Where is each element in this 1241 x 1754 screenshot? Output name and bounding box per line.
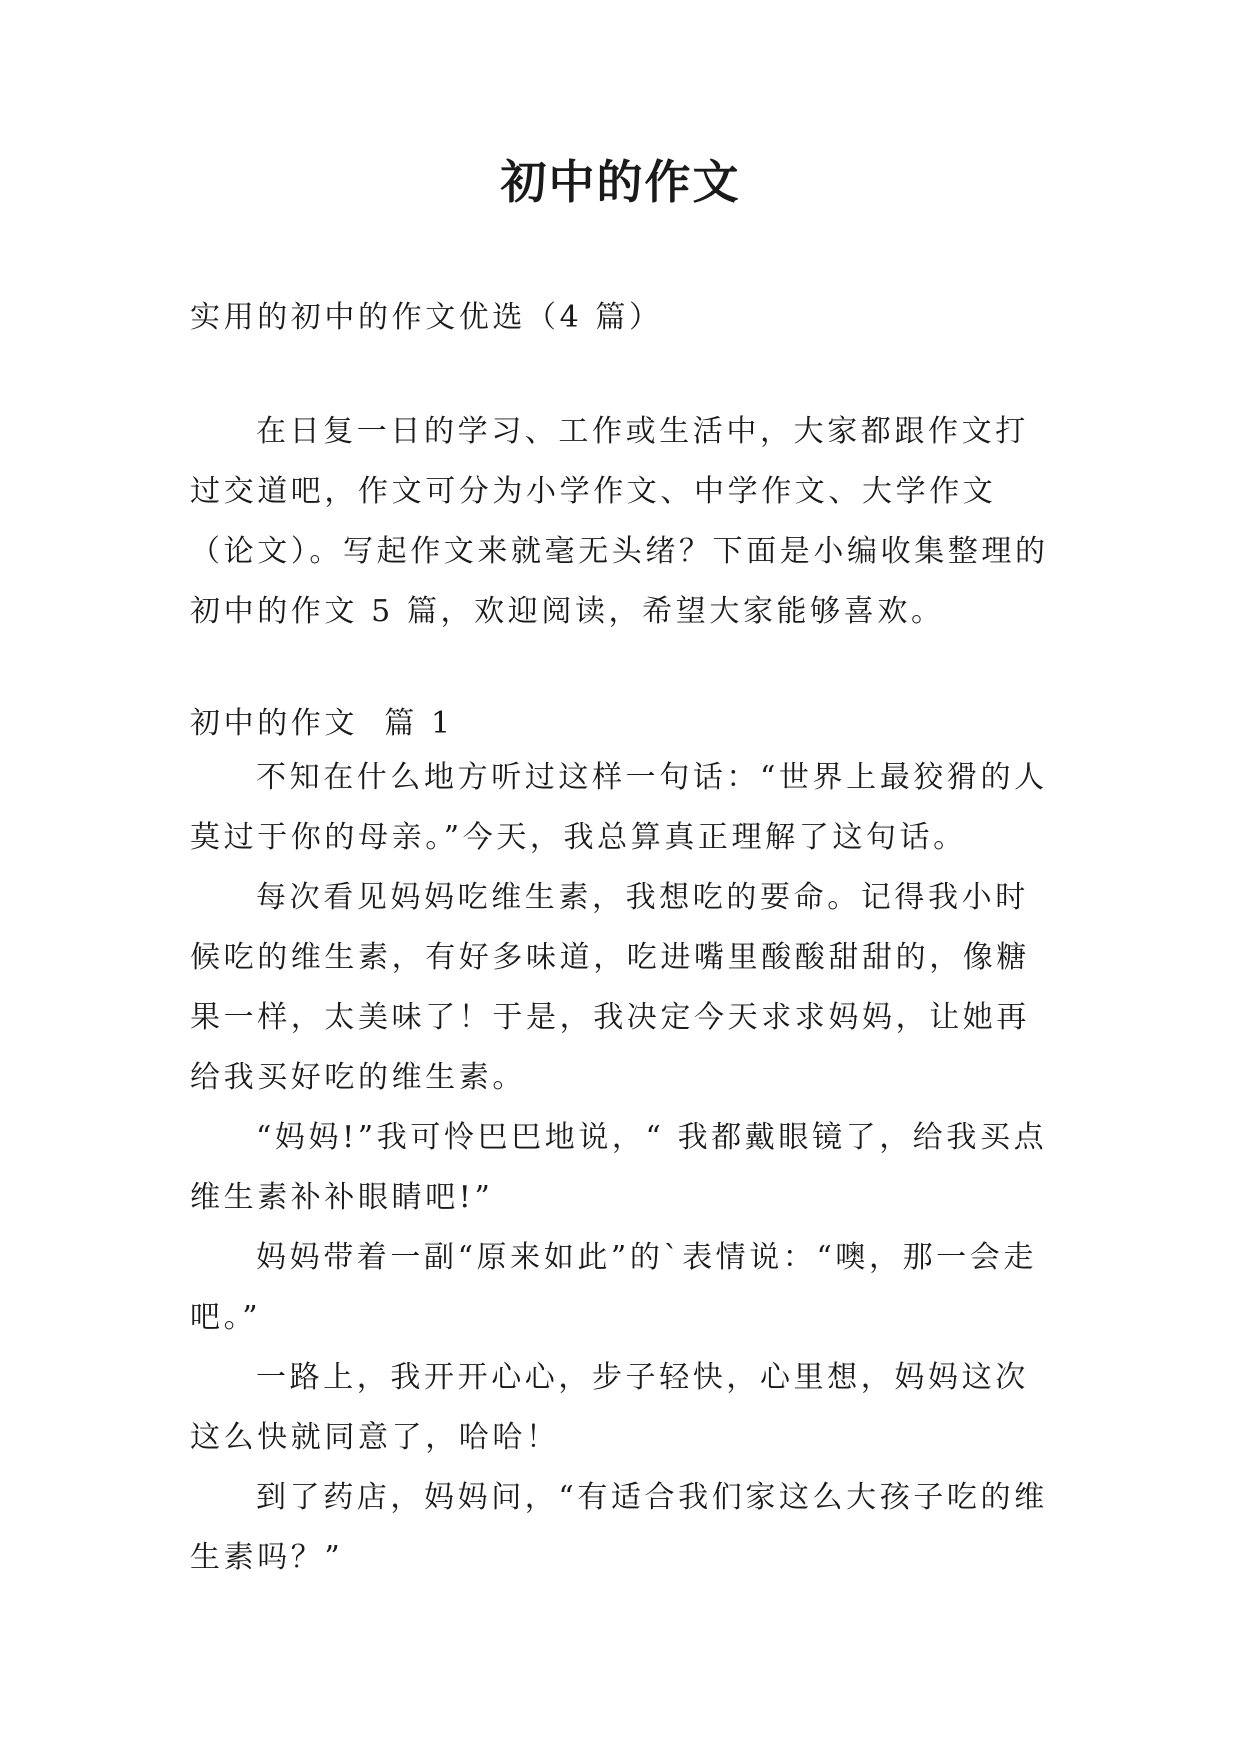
section-heading: 初中的作文 篇 1	[190, 706, 454, 741]
paragraph-5: 一路上，我开开心心，步子轻快，心里想，妈妈这次这么快就同意了，哈哈！	[190, 1360, 1029, 1455]
intro-paragraph: 在日复一日的学习、工作或生活中，大家都跟作文打过交道吧，作文可分为小学作文、中学作文、大学作文（论文）。写起作文来就毫无头绪？下面是小编收集整理的初中的作文 5 篇，欢迎阅读，希望大家能够喜欢。	[190, 414, 1049, 629]
paragraph-2: 每次看见妈妈吃维生素，我想吃的要命。记得我小时候吃的维生素，有好多味道，吃进嘴里酸酸甜甜的，像糖果一样，太美味了！于是，我决定今天求求妈妈，让她再给我买好吃的维生素。	[190, 880, 1030, 1095]
paragraph-1: 不知在什么地方听过这样一句话：“世界上最狡猾的人莫过于你的母亲。”今天，我总算真正理解了这句话。	[190, 760, 1048, 855]
paragraph-4: 妈妈带着一副“原来如此”的`表情说：“噢，那一会走吧。”	[190, 1240, 1038, 1335]
paragraph-3: “妈妈!”我可怜巴巴地说，“ 我都戴眼镜了，给我买点维生素补补眼睛吧!”	[190, 1120, 1048, 1215]
document-subtitle: 实用的初中的作文优选（4 篇）	[190, 300, 663, 335]
document-title: 初中的作文	[500, 155, 741, 209]
paragraph-6: 到了药店，妈妈问，“有适合我们家这么大孩子吃的维生素吗？”	[190, 1480, 1048, 1575]
article-body	[190, 748, 1052, 1588]
